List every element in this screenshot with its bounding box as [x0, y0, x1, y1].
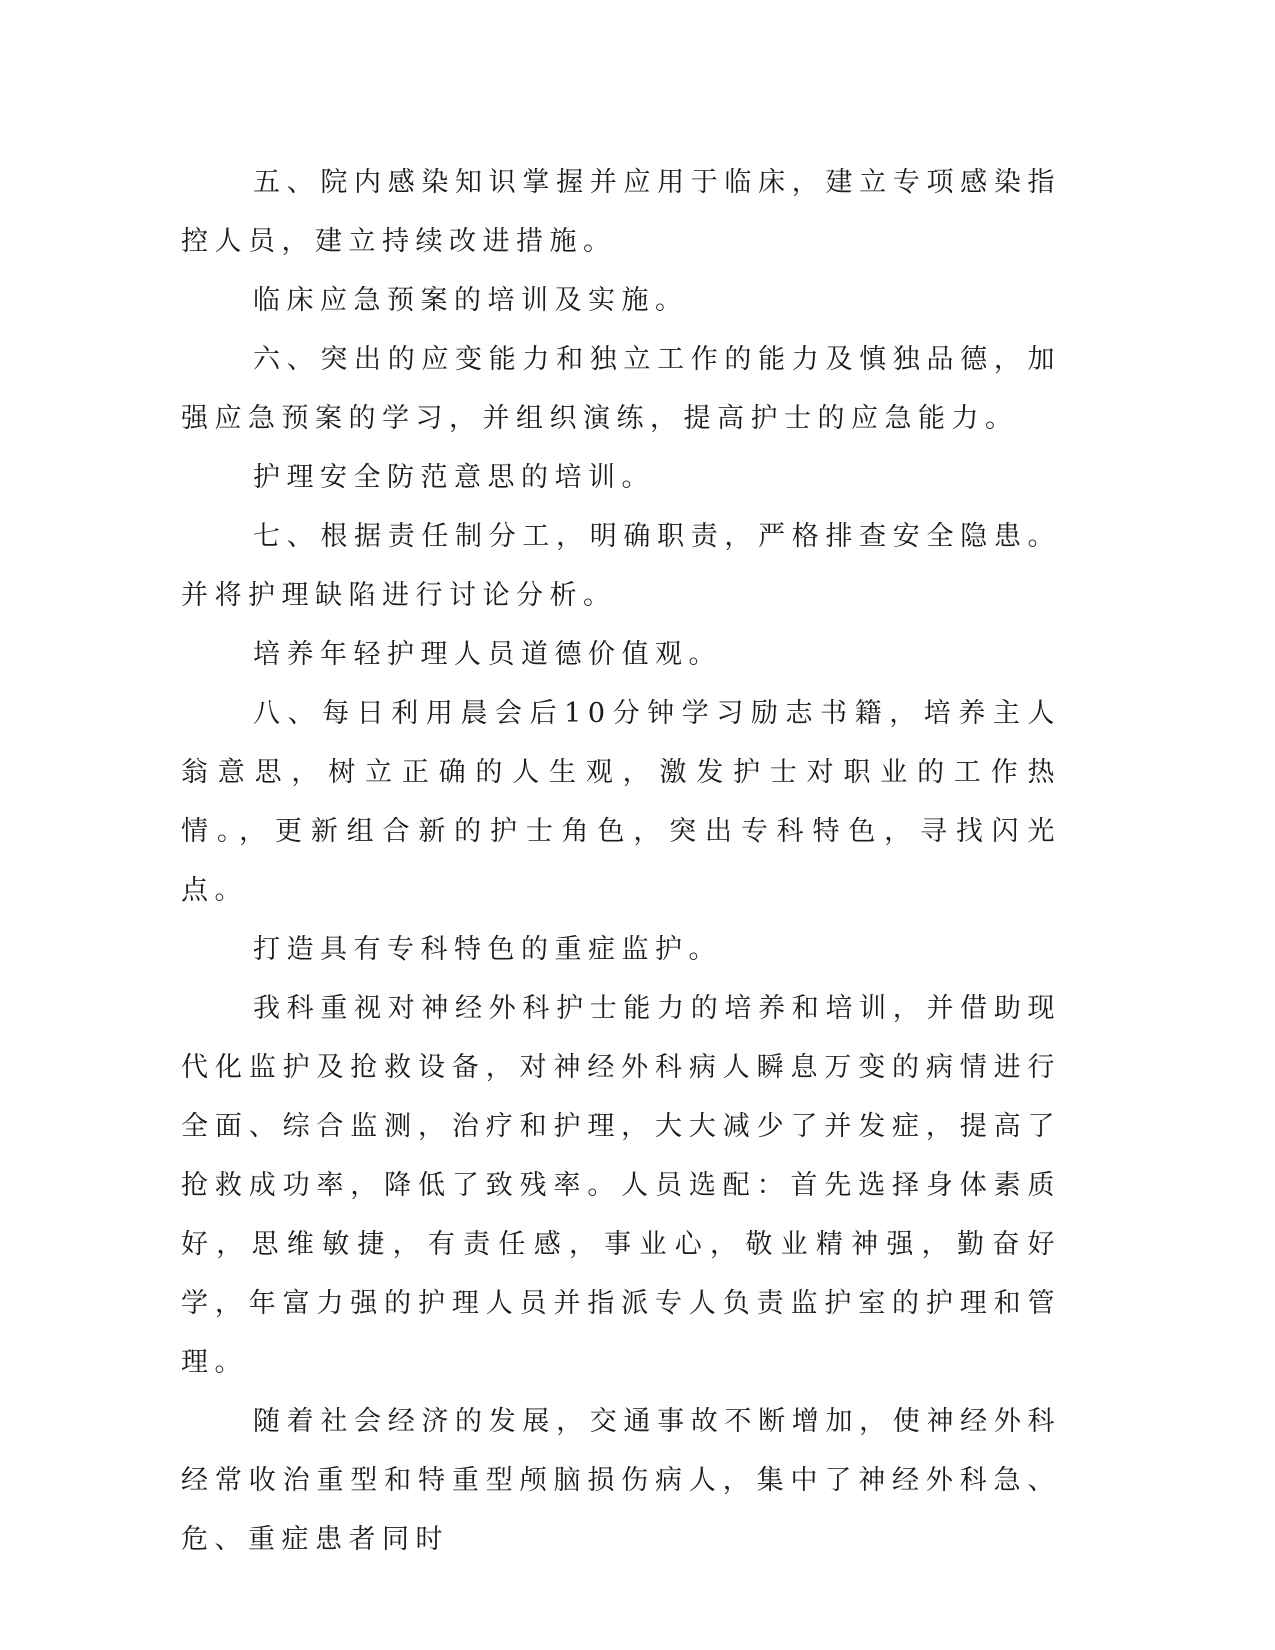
- paragraph-traffic-accidents: 随着社会经济的发展，交通事故不断增加，使神经外科经常收治重型和特重型颅脑损伤病人，集中了神经外科急、危、重症患者同时: [181, 1406, 1061, 1555]
- paragraph-section-6: 六、突出的应变能力和独立工作的能力及慎独品德，加强应急预案的学习，并组织演练，提高护士的应急能力。: [181, 344, 1061, 434]
- paragraph-ethics-values: 培养年轻护理人员道德价值观。: [253, 639, 722, 670]
- paragraph-emergency-plan-training: 临床应急预案的培训及实施。: [253, 285, 689, 316]
- paragraph-nurse-training: 我科重视对神经外科护士能力的培养和培训，并借助现代化监护及抢救设备，对神经外科病人瞬息万变的病情进行全面、综合监测，治疗和护理，大大减少了并发症，提高了抢救成功率，降低了致残率。人员选配：首先选择身体素质好，思维敏捷，有责任感，事业心，敬业精神强，勤奋好学，年富力强的护理人员并指派专人负责监护室的护理和管理。: [181, 993, 1061, 1378]
- paragraph-safety-awareness-training: 护理安全防范意思的培训。: [253, 462, 655, 493]
- paragraph-section-7: 七、根据责任制分工，明确职责，严格排查安全隐患。并将护理缺陷进行讨论分析。: [181, 521, 1061, 611]
- document-body: [181, 153, 1061, 1569]
- paragraph-icu-specialty: 打造具有专科特色的重症监护。: [253, 934, 722, 965]
- paragraph-section-5: 五、院内感染知识掌握并应用于临床，建立专项感染指控人员，建立持续改进措施。: [181, 167, 1061, 257]
- paragraph-section-8: 八、每日利用晨会后10分钟学习励志书籍，培养主人翁意思，树立正确的人生观，激发护士对职业的工作热情。，更新组合新的护士角色，突出专科特色，寻找闪光点。: [181, 698, 1061, 906]
